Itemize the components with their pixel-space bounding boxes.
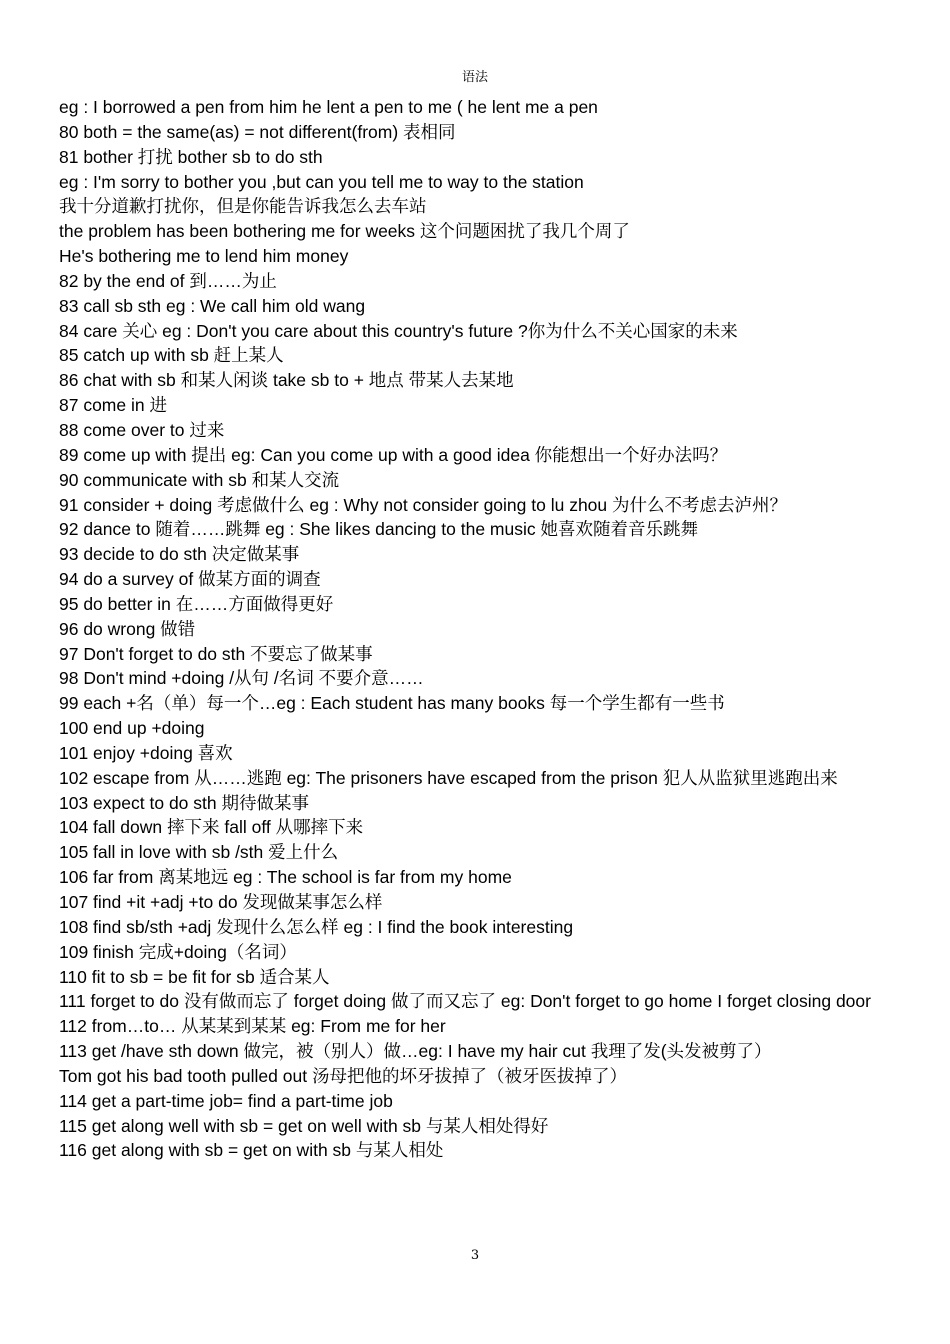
text-line: 102 escape from 从……逃跑 eg: The prisoners have escaped from the prison 犯人从监狱里逃跑出来 <box>59 767 838 788</box>
text-line: 96 do wrong 做错 <box>59 618 196 639</box>
text-line: 80 both = the same(as) = not different(from) 表相同 <box>59 121 456 142</box>
text-line: 90 communicate with sb 和某人交流 <box>59 469 340 490</box>
text-line: 91 consider + doing 考虑做什么 eg : Why not consider going to lu zhou 为什么不考虑去泸州？ <box>59 494 788 515</box>
text-line: 115 get along well with sb = get on well with sb 与某人相处得好 <box>59 1115 549 1136</box>
text-line: 114 get a part-time job= find a part-time job <box>59 1090 393 1111</box>
text-line: 89 come up with 提出 eg: Can you come up with a good idea 你能想出一个好办法吗？ <box>59 444 728 465</box>
text-line: 82 by the end of 到……为止 <box>59 270 277 291</box>
text-line: 112 from…to… 从某某到某某 eg: From me for her <box>59 1016 446 1037</box>
text-line: 95 do better in 在……方面做得更好 <box>59 593 334 614</box>
text-line: 93 decide to do sth 决定做某事 <box>59 544 300 565</box>
text-line: 106 far from 离某地远 eg : The school is far from my home <box>59 867 512 888</box>
text-line: He's bothering me to lend him money <box>59 246 349 267</box>
text-line: 81 bother 打扰 bother sb to do sth <box>59 146 323 167</box>
page-header: 语法 <box>461 70 488 85</box>
document-body <box>59 95 899 1163</box>
text-line: 103 expect to do sth 期待做某事 <box>59 792 309 813</box>
text-line: 85 catch up with sb 赶上某人 <box>59 345 284 366</box>
text-line: the problem has been bothering me for weeks 这个问题困扰了我几个周了 <box>59 221 630 242</box>
text-line: 83 call sb sth eg : We call him old wang <box>59 295 366 316</box>
text-line: Tom got his bad tooth pulled out 汤母把他的坏牙拔掉了（被牙医拔掉了） <box>59 1065 627 1086</box>
text-line: 108 find sb/sth +adj 发现什么怎么样 eg : I find the book interesting <box>59 916 574 937</box>
text-line: 92 dance to 随着……跳舞 eg : She likes dancing to the music 她喜欢随着音乐跳舞 <box>59 519 698 540</box>
text-line: 113 get /have sth down 做完，被（别人）做…eg: I have my hair cut 我理了发(头发被剪了） <box>59 1041 772 1062</box>
text-line: 111 forget to do 没有做而忘了 forget doing 做了而又忘了 eg: Don't forget to go home I forget closing door <box>59 991 871 1012</box>
text-line: 86 chat with sb 和某人闲谈 take sb to + 地点 带某人去某地 <box>59 370 514 391</box>
text-line: 98 Don't mind +doing /从句 /名词 不要介意…… <box>59 668 424 689</box>
text-line: 116 get along with sb = get on with sb 与某人相处 <box>59 1140 444 1161</box>
text-line: 97 Don't forget to do sth 不要忘了做某事 <box>59 643 373 664</box>
text-line: 87 come in 进 <box>59 395 167 416</box>
text-line: 110 fit to sb = be fit for sb 适合某人 <box>59 966 330 987</box>
text-line: 我十分道歉打扰你，但是你能告诉我怎么去车站 <box>59 196 427 217</box>
text-line: 88 come over to 过来 <box>59 419 225 440</box>
text-line: 104 fall down 摔下来 fall off 从哪摔下来 <box>59 817 364 838</box>
text-line: 100 end up +doing <box>59 718 205 739</box>
page-number: 3 <box>470 1248 480 1263</box>
text-line: eg : I borrowed a pen from him he lent a pen to me ( he lent me a pen <box>59 97 598 117</box>
text-line: 107 find +it +adj +to do 发现做某事怎么样 <box>59 892 383 912</box>
text-line: eg : I'm sorry to bother you ,but can you tell me to way to the station <box>59 171 584 192</box>
text-line: 94 do a survey of 做某方面的调查 <box>59 569 321 590</box>
text-line: 99 each +名（单）每一个…eg : Each student has many books 每一个学生都有一些书 <box>59 693 725 714</box>
text-line: 101 enjoy +doing 喜欢 <box>59 742 233 763</box>
text-line: 109 finish 完成+doing（名词） <box>59 941 297 962</box>
text-line: 105 fall in love with sb /sth 爱上什么 <box>59 842 339 863</box>
text-line: 84 care 关心 eg : Don't you care about this country's future ?你为什么不关心国家的未来 <box>59 320 738 341</box>
